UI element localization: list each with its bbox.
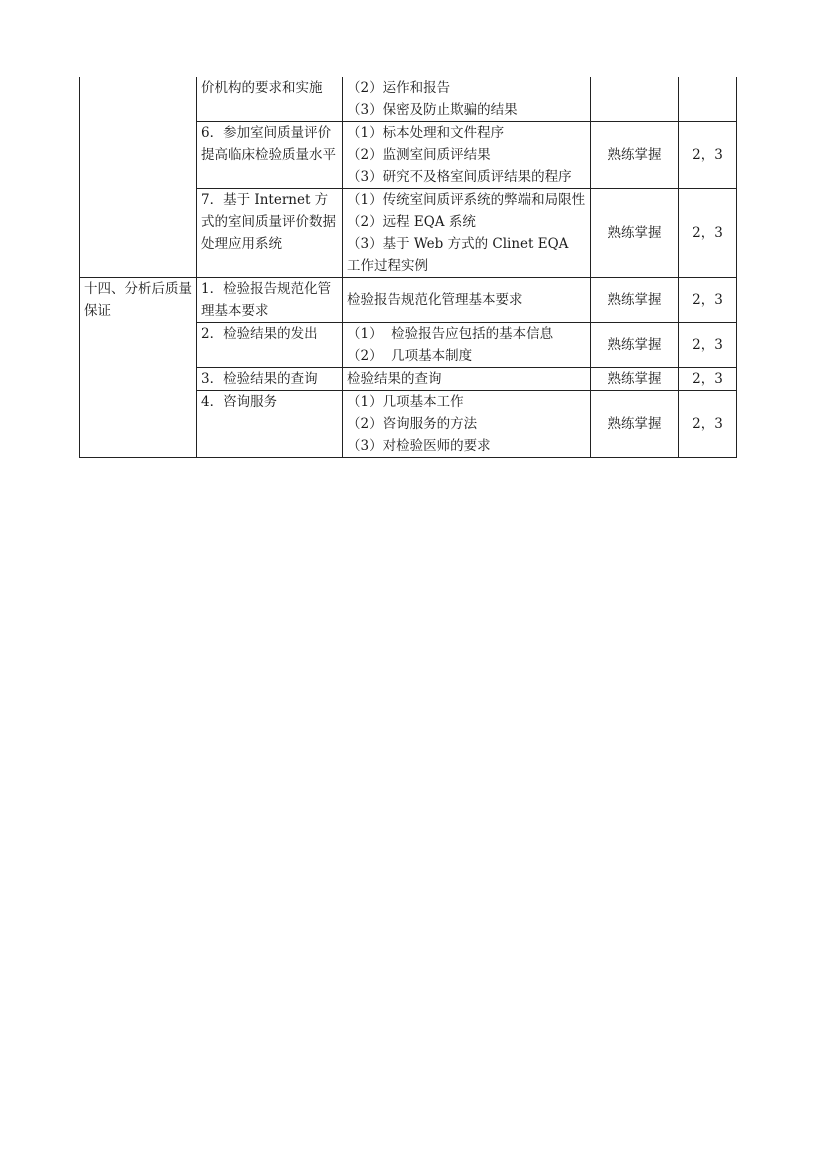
topic-text: 2．检验结果的发出 <box>201 326 318 342</box>
content-cell <box>343 77 591 122</box>
requirement-text: 熟练掌握 <box>607 147 662 163</box>
hours-cell <box>679 323 737 368</box>
content-line: （2） 几项基本制度 <box>347 348 473 364</box>
hours-cell <box>679 77 737 122</box>
requirement-text: 熟练掌握 <box>607 292 662 308</box>
hours-text: 2，3 <box>692 416 723 432</box>
content-line: （3）基于 Web 方式的 Clinet EQA 工作过程实例 <box>347 236 569 274</box>
topic-cell <box>197 391 343 458</box>
content-line: （3）保密及防止欺骗的结果 <box>347 102 518 118</box>
hours-text: 2，3 <box>692 147 723 163</box>
content-line: （2）远程 EQA 系统 <box>347 214 476 230</box>
requirement-cell <box>591 122 679 189</box>
requirement-text: 熟练掌握 <box>607 337 662 353</box>
content-cell <box>343 278 591 323</box>
content-cell <box>343 391 591 458</box>
topic-text: 1．检验报告规范化管理基本要求 <box>201 281 332 319</box>
requirement-text: 熟练掌握 <box>607 371 662 387</box>
content-line: （1） 检验报告应包括的基本信息 <box>347 326 554 342</box>
hours-cell <box>679 122 737 189</box>
content-line: （2）监测室间质评结果 <box>347 147 491 163</box>
content-line: （3）研究不及格室间质评结果的程序 <box>347 169 572 185</box>
topic-text: 6．参加室间质量评价提高临床检验质量水平 <box>201 125 336 163</box>
content-line: （2）运作和报告 <box>347 80 451 96</box>
content-line: （1）传统室间质评系统的弊端和局限性 <box>347 192 586 208</box>
topic-cell <box>197 278 343 323</box>
content-cell <box>343 368 591 391</box>
requirement-cell <box>591 323 679 368</box>
table-row <box>80 278 737 323</box>
content-line: 检验结果的查询 <box>347 371 442 387</box>
content-line: （1）标本处理和文件程序 <box>347 125 505 141</box>
requirement-cell <box>591 368 679 391</box>
hours-text: 2，3 <box>692 371 723 387</box>
topic-text: 4．咨询服务 <box>201 394 278 410</box>
syllabus-table <box>79 77 737 458</box>
hours-text: 2，3 <box>692 337 723 353</box>
hours-text: 2，3 <box>692 225 723 241</box>
hours-cell <box>679 391 737 458</box>
requirement-cell <box>591 77 679 122</box>
requirement-text: 熟练掌握 <box>607 416 662 432</box>
unit-title: 十四、分析后质量保证 <box>84 281 192 319</box>
content-cell <box>343 122 591 189</box>
requirement-text: 熟练掌握 <box>607 225 662 241</box>
content-line: （3）对检验医师的要求 <box>347 438 491 454</box>
topic-cell <box>197 122 343 189</box>
content-line: （2）咨询服务的方法 <box>347 416 478 432</box>
hours-cell <box>679 278 737 323</box>
content-line: （1）几项基本工作 <box>347 394 464 410</box>
table-row <box>80 77 737 122</box>
topic-cell <box>197 77 343 122</box>
requirement-cell <box>591 278 679 323</box>
topic-text: 价机构的要求和实施 <box>201 80 323 96</box>
topic-text: 7．基于 Internet 方式的室间质量评价数据处理应用系统 <box>201 192 336 252</box>
unit-title-cell <box>80 77 197 278</box>
topic-cell <box>197 189 343 278</box>
hours-cell <box>679 189 737 278</box>
topic-cell <box>197 323 343 368</box>
topic-text: 3．检验结果的查询 <box>201 371 318 387</box>
hours-cell <box>679 368 737 391</box>
content-line: 检验报告规范化管理基本要求 <box>347 292 523 308</box>
content-cell <box>343 189 591 278</box>
requirement-cell <box>591 189 679 278</box>
topic-cell <box>197 368 343 391</box>
unit-title-cell <box>80 278 197 458</box>
hours-text: 2，3 <box>692 292 723 308</box>
requirement-cell <box>591 391 679 458</box>
content-cell <box>343 323 591 368</box>
